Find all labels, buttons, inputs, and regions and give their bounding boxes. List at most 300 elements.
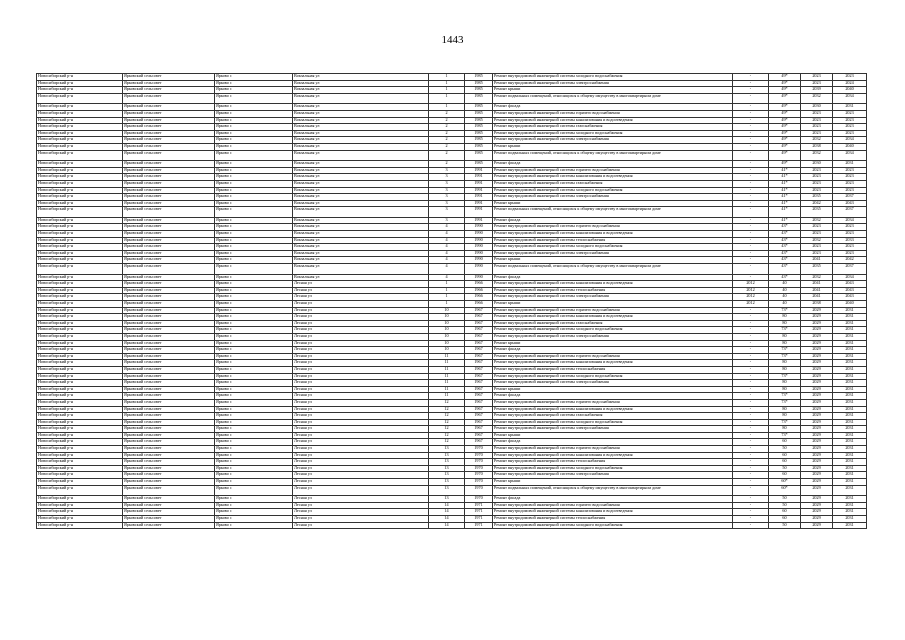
settlement-cell: Ярково с bbox=[215, 224, 293, 231]
build-year-cell: 1990 bbox=[465, 244, 493, 251]
street-cell: Лесная ул bbox=[293, 439, 429, 446]
end-year-cell: 2034 bbox=[833, 217, 867, 224]
wear-percent-cell: 49* bbox=[769, 161, 801, 168]
last-repair-year-cell: - bbox=[733, 93, 769, 104]
end-year-cell: 2024 bbox=[833, 80, 867, 87]
work-type-cell: Ремонт фасада bbox=[493, 393, 733, 400]
build-year-cell: 1967 bbox=[465, 333, 493, 340]
end-year-cell: 2031 bbox=[833, 465, 867, 472]
build-year-cell: 1970 bbox=[465, 465, 493, 472]
wear-percent-cell: 49* bbox=[769, 80, 801, 87]
municipality-cell: Ярковский сельсовет bbox=[123, 399, 215, 406]
municipality-cell: Ярковский сельсовет bbox=[123, 393, 215, 400]
settlement-cell: Ярково с bbox=[215, 522, 293, 529]
build-year-cell: 1971 bbox=[465, 502, 493, 509]
district-cell: Новосибирский р-н bbox=[37, 137, 123, 144]
table-row bbox=[37, 231, 867, 238]
work-type-cell: Ремонт внутридомовой инженерной системы горячего водоснабжения bbox=[493, 399, 733, 406]
house-number-cell: 11 bbox=[429, 393, 465, 400]
page-number: 1443 bbox=[441, 34, 464, 46]
street-cell: Лесная ул bbox=[293, 320, 429, 327]
last-repair-year-cell: - bbox=[733, 472, 769, 479]
street-cell: Вокзальная ул bbox=[293, 104, 429, 111]
house-number-cell: 13 bbox=[429, 465, 465, 472]
municipality-cell: Ярковский сельсовет bbox=[123, 231, 215, 238]
settlement-cell: Ярково с bbox=[215, 472, 293, 479]
street-cell: Вокзальная ул bbox=[293, 194, 429, 201]
end-year-cell: 2031 bbox=[833, 452, 867, 459]
street-cell: Вокзальная ул bbox=[293, 274, 429, 281]
start-year-cell: 2029 bbox=[801, 307, 833, 314]
municipality-cell: Ярковский сельсовет bbox=[123, 406, 215, 413]
table-row bbox=[37, 93, 867, 104]
municipality-cell: Ярковский сельсовет bbox=[123, 446, 215, 453]
house-number-cell: 13 bbox=[429, 496, 465, 503]
wear-percent-cell: 43* bbox=[769, 244, 801, 251]
work-type-cell: Ремонт внутридомовой инженерной системы электроснабжения bbox=[493, 194, 733, 201]
table-row bbox=[37, 161, 867, 168]
table-row bbox=[37, 264, 867, 275]
table-row bbox=[37, 237, 867, 244]
work-type-cell: Ремонт внутридомовой инженерной системы теплоснабжения bbox=[493, 366, 733, 373]
house-number-cell: 12 bbox=[429, 432, 465, 439]
municipality-cell: Ярковский сельсовет bbox=[123, 465, 215, 472]
start-year-cell: 2029 bbox=[801, 399, 833, 406]
district-cell: Новосибирский р-н bbox=[37, 393, 123, 400]
build-year-cell: 1967 bbox=[465, 360, 493, 367]
end-year-cell: 2031 bbox=[833, 439, 867, 446]
municipality-cell: Ярковский сельсовет bbox=[123, 124, 215, 131]
street-cell: Вокзальная ул bbox=[293, 257, 429, 264]
end-year-cell: 2031 bbox=[833, 496, 867, 503]
municipality-cell: Ярковский сельсовет bbox=[123, 522, 215, 529]
settlement-cell: Ярково с bbox=[215, 366, 293, 373]
wear-percent-cell: 80 bbox=[769, 333, 801, 340]
municipality-cell: Ярковский сельсовет bbox=[123, 327, 215, 334]
build-year-cell: 1970 bbox=[465, 472, 493, 479]
work-type-cell: Ремонт фасада bbox=[493, 161, 733, 168]
work-type-cell: Ремонт внутридомовой инженерной системы электроснабжения bbox=[493, 472, 733, 479]
settlement-cell: Ярково с bbox=[215, 104, 293, 111]
house-number-cell: 1 bbox=[429, 287, 465, 294]
municipality-cell: Ярковский сельсовет bbox=[123, 137, 215, 144]
start-year-cell: 2029 bbox=[801, 459, 833, 466]
municipality-cell: Ярковский сельсовет bbox=[123, 287, 215, 294]
build-year-cell: 1967 bbox=[465, 366, 493, 373]
house-number-cell: 3 bbox=[429, 194, 465, 201]
end-year-cell: 2031 bbox=[833, 432, 867, 439]
house-number-cell: 13 bbox=[429, 479, 465, 486]
last-repair-year-cell: - bbox=[733, 224, 769, 231]
settlement-cell: Ярково с bbox=[215, 502, 293, 509]
house-number-cell: 12 bbox=[429, 426, 465, 433]
table-row bbox=[37, 180, 867, 187]
wear-percent-cell: 41* bbox=[769, 194, 801, 201]
municipality-cell: Ярковский сельсовет bbox=[123, 353, 215, 360]
start-year-cell: 2032 bbox=[801, 274, 833, 281]
district-cell: Новосибирский р-н bbox=[37, 327, 123, 334]
work-type-cell: Ремонт внутридомовой инженерной системы холодного водоснабжения bbox=[493, 74, 733, 81]
table-row bbox=[37, 459, 867, 466]
municipality-cell: Ярковский сельсовет bbox=[123, 439, 215, 446]
municipality-cell: Ярковский сельсовет bbox=[123, 87, 215, 94]
build-year-cell: 1967 bbox=[465, 373, 493, 380]
build-year-cell: 1967 bbox=[465, 406, 493, 413]
house-number-cell: 2 bbox=[429, 137, 465, 144]
table-row bbox=[37, 386, 867, 393]
build-year-cell: 1991 bbox=[465, 187, 493, 194]
work-type-cell: Ремонт внутридомовой инженерной системы электроснабжения bbox=[493, 80, 733, 87]
municipality-cell: Ярковский сельсовет bbox=[123, 502, 215, 509]
end-year-cell: 2034 bbox=[833, 93, 867, 104]
table-row bbox=[37, 200, 867, 207]
table-row bbox=[37, 194, 867, 201]
municipality-cell: Ярковский сельсовет bbox=[123, 380, 215, 387]
last-repair-year-cell: - bbox=[733, 207, 769, 218]
work-type-cell: Ремонт крыши bbox=[493, 301, 733, 308]
start-year-cell: 2023 bbox=[801, 174, 833, 181]
last-repair-year-cell: - bbox=[733, 340, 769, 347]
house-number-cell: 12 bbox=[429, 439, 465, 446]
work-type-cell: Ремонт крыши bbox=[493, 479, 733, 486]
wear-percent-cell: 50 bbox=[769, 496, 801, 503]
street-cell: Лесная ул bbox=[293, 413, 429, 420]
house-number-cell: 4 bbox=[429, 250, 465, 257]
work-type-cell: Ремонт крыши bbox=[493, 386, 733, 393]
start-year-cell: 2023 bbox=[801, 167, 833, 174]
municipality-cell: Ярковский сельсовет bbox=[123, 207, 215, 218]
settlement-cell: Ярково с bbox=[215, 110, 293, 117]
start-year-cell: 2023 bbox=[801, 224, 833, 231]
street-cell: Лесная ул bbox=[293, 426, 429, 433]
start-year-cell: 2029 bbox=[801, 340, 833, 347]
municipality-cell: Ярковский сельсовет bbox=[123, 333, 215, 340]
work-type-cell: Ремонт внутридомовой инженерной системы газоснабжения bbox=[493, 320, 733, 327]
last-repair-year-cell: - bbox=[733, 320, 769, 327]
house-number-cell: 1 bbox=[429, 87, 465, 94]
start-year-cell: 2023 bbox=[801, 250, 833, 257]
settlement-cell: Ярково с bbox=[215, 93, 293, 104]
municipality-cell: Ярковский сельсовет bbox=[123, 217, 215, 224]
build-year-cell: 1991 bbox=[465, 200, 493, 207]
house-number-cell: 10 bbox=[429, 320, 465, 327]
start-year-cell: 2041 bbox=[801, 281, 833, 288]
build-year-cell: 1967 bbox=[465, 413, 493, 420]
build-year-cell: 1985 bbox=[465, 137, 493, 144]
street-cell: Вокзальная ул bbox=[293, 180, 429, 187]
house-number-cell: 3 bbox=[429, 207, 465, 218]
work-type-cell: Ремонт внутридомовой инженерной системы горячего водоснабжения bbox=[493, 446, 733, 453]
work-type-cell: Ремонт внутридомовой инженерной системы электроснабжения bbox=[493, 137, 733, 144]
end-year-cell: 2031 bbox=[833, 366, 867, 373]
municipality-cell: Ярковский сельсовет bbox=[123, 485, 215, 496]
start-year-cell: 2029 bbox=[801, 419, 833, 426]
last-repair-year-cell: - bbox=[733, 327, 769, 334]
last-repair-year-cell: - bbox=[733, 80, 769, 87]
street-cell: Лесная ул bbox=[293, 479, 429, 486]
table-row bbox=[37, 439, 867, 446]
end-year-cell: 2023 bbox=[833, 250, 867, 257]
build-year-cell: 1966 bbox=[465, 287, 493, 294]
house-number-cell: 11 bbox=[429, 360, 465, 367]
last-repair-year-cell: 2012 bbox=[733, 281, 769, 288]
start-year-cell: 2029 bbox=[801, 386, 833, 393]
work-type-cell: Ремонт внутридомовой инженерной системы холодного водоснабжения bbox=[493, 327, 733, 334]
street-cell: Лесная ул bbox=[293, 366, 429, 373]
last-repair-year-cell: - bbox=[733, 237, 769, 244]
street-cell: Лесная ул bbox=[293, 452, 429, 459]
end-year-cell: 2031 bbox=[833, 459, 867, 466]
house-number-cell: 1 bbox=[429, 281, 465, 288]
house-number-cell: 11 bbox=[429, 380, 465, 387]
wear-percent-cell: 60 bbox=[769, 509, 801, 516]
settlement-cell: Ярково с bbox=[215, 452, 293, 459]
table-row bbox=[37, 257, 867, 264]
start-year-cell: 2029 bbox=[801, 366, 833, 373]
street-cell: Вокзальная ул bbox=[293, 207, 429, 218]
start-year-cell: 2032 bbox=[801, 237, 833, 244]
end-year-cell: 2031 bbox=[833, 353, 867, 360]
district-cell: Новосибирский р-н bbox=[37, 496, 123, 503]
settlement-cell: Ярково с bbox=[215, 117, 293, 124]
start-year-cell: 2023 bbox=[801, 187, 833, 194]
start-year-cell: 2041 bbox=[801, 257, 833, 264]
settlement-cell: Ярково с bbox=[215, 509, 293, 516]
wear-percent-cell: 60 bbox=[769, 459, 801, 466]
start-year-cell: 2029 bbox=[801, 406, 833, 413]
build-year-cell: 1967 bbox=[465, 380, 493, 387]
start-year-cell: 2029 bbox=[801, 413, 833, 420]
end-year-cell: 2023 bbox=[833, 180, 867, 187]
settlement-cell: Ярково с bbox=[215, 314, 293, 321]
work-type-cell: Ремонт внутридомовой инженерной системы холодного водоснабжения bbox=[493, 419, 733, 426]
district-cell: Новосибирский р-н bbox=[37, 360, 123, 367]
start-year-cell: 2029 bbox=[801, 502, 833, 509]
wear-percent-cell: 80 bbox=[769, 320, 801, 327]
district-cell: Новосибирский р-н bbox=[37, 231, 123, 238]
last-repair-year-cell: - bbox=[733, 307, 769, 314]
end-year-cell: 2031 bbox=[833, 327, 867, 334]
house-number-cell: 4 bbox=[429, 264, 465, 275]
wear-percent-cell: 41* bbox=[769, 187, 801, 194]
end-year-cell: 2037 bbox=[833, 194, 867, 201]
settlement-cell: Ярково с bbox=[215, 399, 293, 406]
start-year-cell: 2029 bbox=[801, 333, 833, 340]
street-cell: Вокзальная ул bbox=[293, 187, 429, 194]
street-cell: Лесная ул bbox=[293, 485, 429, 496]
house-number-cell: 2 bbox=[429, 124, 465, 131]
work-type-cell: Ремонт крыши bbox=[493, 200, 733, 207]
end-year-cell: 2023 bbox=[833, 74, 867, 81]
municipality-cell: Ярковский сельсовет bbox=[123, 301, 215, 308]
table-row bbox=[37, 380, 867, 387]
settlement-cell: Ярково с bbox=[215, 426, 293, 433]
district-cell: Новосибирский р-н bbox=[37, 150, 123, 161]
settlement-cell: Ярково с bbox=[215, 347, 293, 354]
wear-percent-cell: 73* bbox=[769, 327, 801, 334]
start-year-cell: 2029 bbox=[801, 522, 833, 529]
table-row bbox=[37, 250, 867, 257]
wear-percent-cell: 43* bbox=[769, 257, 801, 264]
end-year-cell: 2034 bbox=[833, 150, 867, 161]
build-year-cell: 1990 bbox=[465, 264, 493, 275]
start-year-cell: 2029 bbox=[801, 327, 833, 334]
house-number-cell: 11 bbox=[429, 366, 465, 373]
municipality-cell: Ярковский сельсовет bbox=[123, 479, 215, 486]
end-year-cell: 2031 bbox=[833, 485, 867, 496]
house-number-cell: 14 bbox=[429, 509, 465, 516]
last-repair-year-cell: - bbox=[733, 143, 769, 150]
table-row bbox=[37, 479, 867, 486]
build-year-cell: 1985 bbox=[465, 110, 493, 117]
start-year-cell: 2029 bbox=[801, 496, 833, 503]
start-year-cell: 2029 bbox=[801, 432, 833, 439]
municipality-cell: Ярковский сельсовет bbox=[123, 187, 215, 194]
district-cell: Новосибирский р-н bbox=[37, 340, 123, 347]
last-repair-year-cell: - bbox=[733, 479, 769, 486]
table-body bbox=[37, 74, 867, 529]
settlement-cell: Ярково с bbox=[215, 74, 293, 81]
work-type-cell: Ремонт крыши bbox=[493, 432, 733, 439]
street-cell: Лесная ул bbox=[293, 502, 429, 509]
wear-percent-cell: 60 bbox=[769, 452, 801, 459]
build-year-cell: 1985 bbox=[465, 80, 493, 87]
district-cell: Новосибирский р-н bbox=[37, 281, 123, 288]
street-cell: Вокзальная ул bbox=[293, 167, 429, 174]
build-year-cell: 1966 bbox=[465, 294, 493, 301]
table-row bbox=[37, 522, 867, 529]
settlement-cell: Ярково с bbox=[215, 143, 293, 150]
build-year-cell: 1967 bbox=[465, 340, 493, 347]
house-number-cell: 3 bbox=[429, 187, 465, 194]
house-number-cell: 1 bbox=[429, 74, 465, 81]
work-type-cell: Ремонт подвальных помещений, относящихся к общему имуществу в многоквартирном доме bbox=[493, 207, 733, 218]
work-type-cell: Ремонт внутридомовой инженерной системы холодного водоснабжения bbox=[493, 465, 733, 472]
street-cell: Вокзальная ул bbox=[293, 244, 429, 251]
end-year-cell: 2031 bbox=[833, 516, 867, 523]
build-year-cell: 1990 bbox=[465, 224, 493, 231]
work-type-cell: Ремонт внутридомовой инженерной системы газоснабжения bbox=[493, 413, 733, 420]
settlement-cell: Ярково с bbox=[215, 320, 293, 327]
build-year-cell: 1991 bbox=[465, 217, 493, 224]
start-year-cell: 2029 bbox=[801, 516, 833, 523]
table-row bbox=[37, 207, 867, 218]
settlement-cell: Ярково с bbox=[215, 307, 293, 314]
house-number-cell: 12 bbox=[429, 419, 465, 426]
table-row bbox=[37, 496, 867, 503]
last-repair-year-cell: - bbox=[733, 180, 769, 187]
district-cell: Новосибирский р-н bbox=[37, 333, 123, 340]
municipality-cell: Ярковский сельсовет bbox=[123, 194, 215, 201]
table-row bbox=[37, 472, 867, 479]
settlement-cell: Ярково с bbox=[215, 340, 293, 347]
start-year-cell: 2023 bbox=[801, 110, 833, 117]
house-number-cell: 10 bbox=[429, 340, 465, 347]
work-type-cell: Ремонт внутридомовой инженерной системы канализования и водоотведения bbox=[493, 509, 733, 516]
wear-percent-cell: 49* bbox=[769, 117, 801, 124]
district-cell: Новосибирский р-н bbox=[37, 446, 123, 453]
house-number-cell: 3 bbox=[429, 200, 465, 207]
street-cell: Лесная ул bbox=[293, 340, 429, 347]
settlement-cell: Ярково с bbox=[215, 479, 293, 486]
street-cell: Вокзальная ул bbox=[293, 124, 429, 131]
settlement-cell: Ярково с bbox=[215, 281, 293, 288]
wear-percent-cell: 80 bbox=[769, 314, 801, 321]
district-cell: Новосибирский р-н bbox=[37, 143, 123, 150]
work-type-cell: Ремонт внутридомовой инженерной системы теплоснабжения bbox=[493, 459, 733, 466]
table-row bbox=[37, 287, 867, 294]
end-year-cell: 2031 bbox=[833, 373, 867, 380]
work-type-cell: Ремонт внутридомовой инженерной системы газоснабжения bbox=[493, 124, 733, 131]
settlement-cell: Ярково с bbox=[215, 264, 293, 275]
work-type-cell: Ремонт крыши bbox=[493, 257, 733, 264]
municipality-cell: Ярковский сельсовет bbox=[123, 224, 215, 231]
house-number-cell: 10 bbox=[429, 347, 465, 354]
wear-percent-cell: 73* bbox=[769, 307, 801, 314]
last-repair-year-cell: - bbox=[733, 187, 769, 194]
wear-percent-cell: 40 bbox=[769, 294, 801, 301]
end-year-cell: 2023 bbox=[833, 110, 867, 117]
street-cell: Лесная ул bbox=[293, 386, 429, 393]
table-row bbox=[37, 485, 867, 496]
work-type-cell: Ремонт крыши bbox=[493, 87, 733, 94]
start-year-cell: 2023 bbox=[801, 130, 833, 137]
build-year-cell: 1991 bbox=[465, 174, 493, 181]
table-row bbox=[37, 327, 867, 334]
last-repair-year-cell: - bbox=[733, 459, 769, 466]
build-year-cell: 1985 bbox=[465, 87, 493, 94]
build-year-cell: 1970 bbox=[465, 446, 493, 453]
street-cell: Вокзальная ул bbox=[293, 174, 429, 181]
end-year-cell: 2031 bbox=[833, 472, 867, 479]
table-row bbox=[37, 465, 867, 472]
build-year-cell: 1985 bbox=[465, 104, 493, 111]
wear-percent-cell: 40 bbox=[769, 281, 801, 288]
work-type-cell: Ремонт подвальных помещений, относящихся к общему имуществу в многоквартирном доме bbox=[493, 93, 733, 104]
build-year-cell: 1990 bbox=[465, 237, 493, 244]
street-cell: Лесная ул bbox=[293, 496, 429, 503]
district-cell: Новосибирский р-н bbox=[37, 207, 123, 218]
wear-percent-cell: 43* bbox=[769, 274, 801, 281]
work-type-cell: Ремонт фасада bbox=[493, 217, 733, 224]
district-cell: Новосибирский р-н bbox=[37, 167, 123, 174]
end-year-cell: 2023 bbox=[833, 187, 867, 194]
build-year-cell: 1971 bbox=[465, 522, 493, 529]
end-year-cell: 2042 bbox=[833, 257, 867, 264]
wear-percent-cell: 49* bbox=[769, 143, 801, 150]
last-repair-year-cell: - bbox=[733, 130, 769, 137]
end-year-cell: 2031 bbox=[833, 393, 867, 400]
work-type-cell: Ремонт внутридомовой инженерной системы электроснабжения bbox=[493, 426, 733, 433]
last-repair-year-cell: - bbox=[733, 485, 769, 496]
last-repair-year-cell: - bbox=[733, 502, 769, 509]
work-type-cell: Ремонт внутридомовой инженерной системы канализования и водоотведения bbox=[493, 406, 733, 413]
start-year-cell: 2029 bbox=[801, 472, 833, 479]
district-cell: Новосибирский р-н bbox=[37, 419, 123, 426]
last-repair-year-cell: - bbox=[733, 167, 769, 174]
house-number-cell: 4 bbox=[429, 224, 465, 231]
municipality-cell: Ярковский сельсовет bbox=[123, 244, 215, 251]
settlement-cell: Ярково с bbox=[215, 180, 293, 187]
build-year-cell: 1985 bbox=[465, 130, 493, 137]
wear-percent-cell: 80 bbox=[769, 366, 801, 373]
table-row bbox=[37, 509, 867, 516]
settlement-cell: Ярково с bbox=[215, 124, 293, 131]
work-type-cell: Ремонт внутридомовой инженерной системы теплоснабжения bbox=[493, 516, 733, 523]
last-repair-year-cell: - bbox=[733, 200, 769, 207]
build-year-cell: 1985 bbox=[465, 93, 493, 104]
build-year-cell: 1970 bbox=[465, 459, 493, 466]
